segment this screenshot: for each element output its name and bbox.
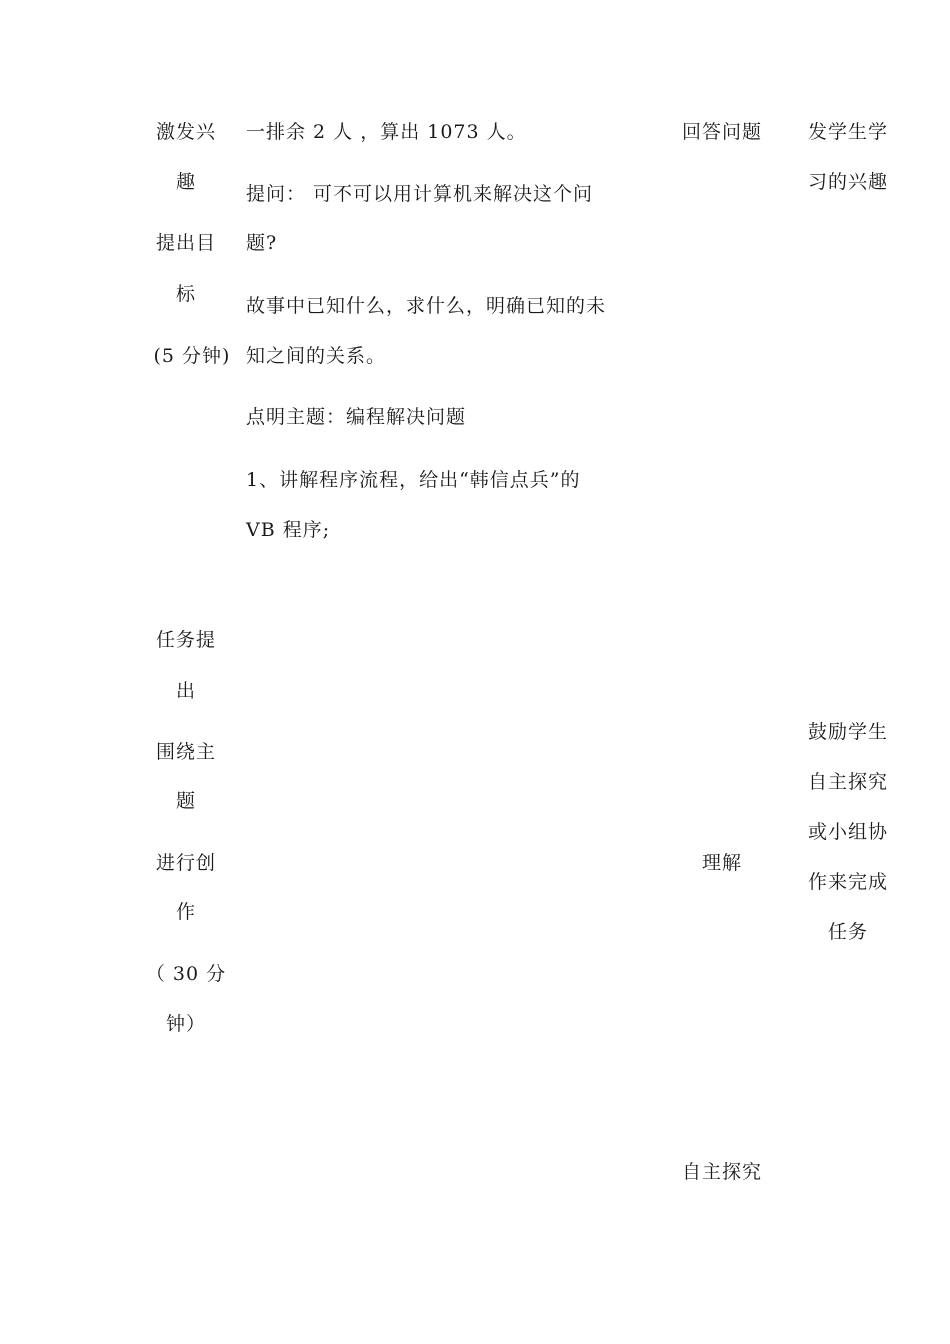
stage-text-line: 钟） xyxy=(165,1013,206,1035)
stage-text-line: 激发兴 xyxy=(155,121,216,143)
content-text-line: 知之间的关系。 xyxy=(246,345,387,367)
content-text-line: 题? xyxy=(246,232,278,254)
content-text-line: VB 程序; xyxy=(246,519,331,541)
content-text-line: 一排余 2 人 ，算出 1073 人。 xyxy=(246,121,527,143)
stage-text-line: 作 xyxy=(175,901,196,923)
content-text-line: 1、讲解程序流程，给出“韩信点兵”的 xyxy=(246,469,581,491)
stage-text-line: 进行创 xyxy=(155,852,216,874)
intent-text-line: 作来完成 xyxy=(807,871,888,893)
intent-text-line: 自主探究 xyxy=(807,771,888,793)
student-activity-answer: 回答问题 xyxy=(681,121,762,143)
student-activity-understand: 理解 xyxy=(701,852,742,874)
intent-text-line: 任务 xyxy=(827,921,868,943)
content-text-line: 故事中已知什么，求什么，明确已知的未 xyxy=(246,295,607,317)
intent-text-line: 鼓励学生 xyxy=(807,721,888,743)
stage-text-line: 出 xyxy=(175,680,196,702)
intent-text-line: 发学生学 xyxy=(807,121,888,143)
stage-text-line: （ 30 分 xyxy=(145,963,227,985)
stage-text-line: 题 xyxy=(175,790,196,812)
intent-text-line: 或小组协 xyxy=(807,821,888,843)
stage-text-line: 标 xyxy=(175,283,196,305)
stage-text-line: 围绕主 xyxy=(155,741,216,763)
content-text-line: 点明主题：编程解决问题 xyxy=(246,406,467,428)
stage-text-line: 趣 xyxy=(175,171,196,193)
stage-text-line: 任务提 xyxy=(155,629,216,651)
student-activity-explore: 自主探究 xyxy=(681,1161,762,1183)
intent-text-line: 习的兴趣 xyxy=(807,171,888,193)
content-text-line: 提问： 可不可以用计算机来解决这个问 xyxy=(246,183,594,205)
stage-text-line: 提出目 xyxy=(155,232,216,254)
stage-text-line: (5 分钟) xyxy=(153,345,231,367)
